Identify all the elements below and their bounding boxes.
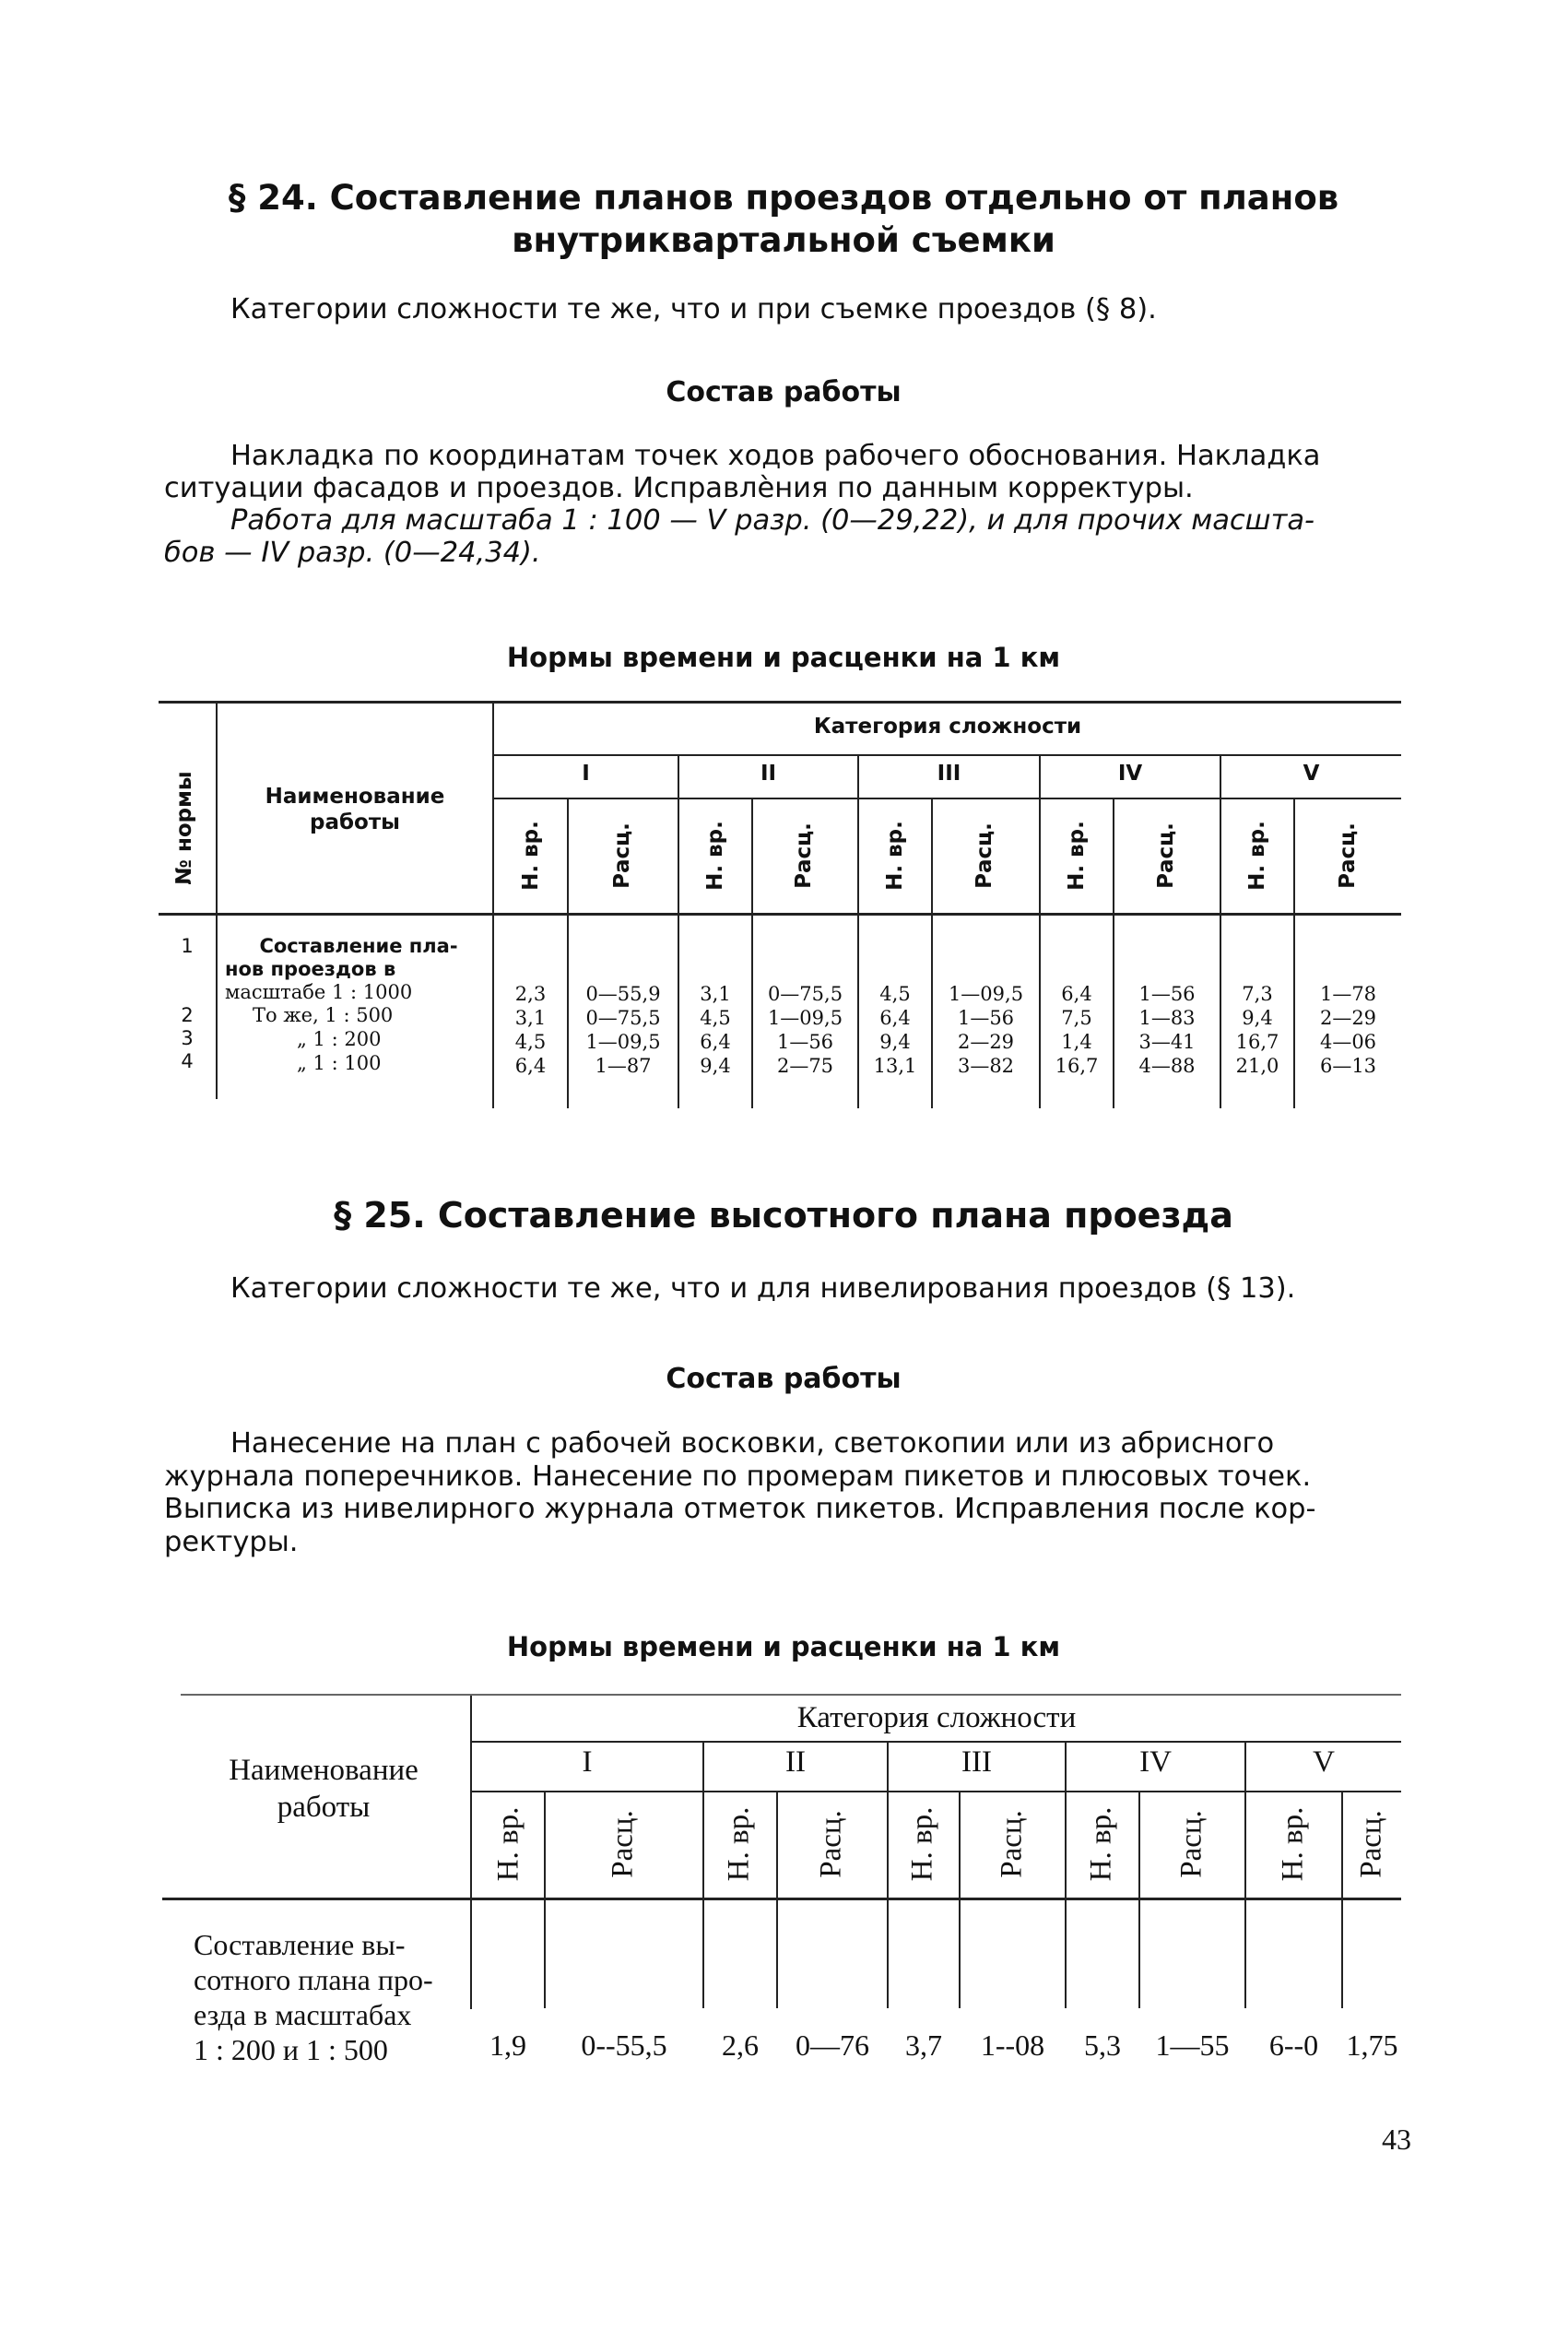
category-label: II: [760, 762, 777, 786]
table-1-cell: 2—29: [957, 1031, 1015, 1053]
table-2-cell: 0—76: [796, 2028, 869, 2062]
table-1-cell: 3,1: [514, 1007, 547, 1029]
category-label: V: [1313, 1745, 1335, 1779]
category-label: I: [582, 762, 590, 786]
section-24-heading-line1: § 24. Составление планов проездов отдельно от планов: [228, 178, 1339, 218]
subheader-nvr: Н. вр.: [905, 1806, 939, 1882]
table-1-cell: 2—29: [1319, 1007, 1377, 1029]
category-label: V: [1303, 762, 1320, 786]
table-1-cell: 4,5: [879, 983, 911, 1005]
category-label: IV: [1117, 762, 1143, 786]
table-1-cell: 9,4: [700, 1055, 731, 1077]
table-1-cell: 6—13: [1319, 1055, 1377, 1077]
work-line: Нанесение на план с рабочей восковки, светокопии или из абрисного: [230, 1427, 1275, 1460]
section-24-categories-note: Категории сложности те же, что и при съемке проездов (§ 8).: [230, 293, 1157, 325]
work-line: Накладка по координатам точек ходов рабочего обоснования. Накладка: [230, 440, 1321, 472]
subheader-rasc: Расц.: [1174, 1810, 1208, 1878]
subheader-nvr: Н. вр.: [1276, 1806, 1310, 1882]
table-1-cell: 9,4: [879, 1031, 911, 1053]
table-1-cell: 6,4: [514, 1055, 547, 1077]
section-24-work-title: Состав работы: [666, 376, 902, 408]
table-2-cell: 1,9: [489, 2028, 526, 2062]
table-1-cell: 1—87: [595, 1055, 652, 1077]
work-line: Выписка из нивелирного журнала отметок пикетов. Исправления после кор-: [164, 1493, 1316, 1525]
work-line: бов — IV разр. (0—24,34).: [164, 537, 541, 569]
subheader-rasc: Расц.: [973, 822, 996, 889]
subheader-rasc: Расц.: [1354, 1810, 1388, 1878]
row-name-2: То же, 1 : 500: [253, 1004, 394, 1026]
subheader-nvr: Н. вр.: [1084, 1806, 1118, 1882]
section-25-table-title: Нормы времени и расценки на 1 км: [506, 1631, 1061, 1662]
category-label: IV: [1139, 1745, 1172, 1779]
table-2-cell: 1,75: [1346, 2028, 1398, 2062]
table-1-cell: 4,5: [514, 1031, 547, 1053]
column-header-name: Наименование работы: [265, 785, 445, 834]
table-1-cell: 1—83: [1138, 1007, 1196, 1029]
table-2-column-header-name: Наименование работы: [229, 1754, 419, 1824]
table-1-cell: 6,4: [879, 1007, 911, 1029]
section-25-heading: § 25. Составление высотного плана проезда: [334, 1195, 1233, 1236]
table-1-cell: 6,4: [700, 1031, 731, 1053]
table-2-cell: 2,6: [722, 2028, 759, 2062]
subheader-nvr: Н. вр.: [519, 821, 543, 891]
category-label: II: [785, 1745, 806, 1779]
subheader-rasc: Расц.: [995, 1810, 1029, 1878]
table-2-category-header: Категория сложности: [796, 1701, 1077, 1734]
table-1-cell: 6,4: [1061, 983, 1092, 1005]
table-1-cell: 1—56: [957, 1007, 1015, 1029]
table-1-cell: 0—55,9: [585, 983, 661, 1005]
table-1-cell: 1—56: [1138, 983, 1196, 1005]
table-1-cell: 9,4: [1242, 1007, 1273, 1029]
table-1-cell: 3—41: [1138, 1031, 1196, 1053]
table-1-cell: 4—88: [1138, 1055, 1196, 1077]
subheader-nvr: Н. вр.: [1065, 821, 1089, 891]
table-1-cell: 21,0: [1235, 1055, 1279, 1077]
table-1-cell: 4—06: [1319, 1031, 1377, 1053]
subheader-rasc: Расц.: [814, 1810, 848, 1878]
table-1-cell: 1—78: [1319, 983, 1377, 1005]
table-2-cell: 3,7: [905, 2028, 942, 2062]
section-24-table-title: Нормы времени и расценки на 1 км: [506, 642, 1061, 673]
column-header-number: № нормы: [172, 771, 196, 885]
work-line: журнала поперечников. Нанесение по промерам пикетов и плюсовых точек.: [164, 1460, 1312, 1493]
table-1-cell: 3—82: [957, 1055, 1015, 1077]
table-1-cell: 7,3: [1242, 983, 1273, 1005]
table-1-cell: 1,4: [1061, 1031, 1092, 1053]
work-line: Работа для масштаба 1 : 100 — V разр. (0—29,22), и для прочих масшта-: [230, 504, 1315, 537]
table-1-cell: 1—09,5: [948, 983, 1024, 1005]
row-name-3: „ 1 : 200: [297, 1028, 382, 1050]
category-label: III: [961, 1745, 992, 1779]
table-1-cell: 2,3: [514, 983, 547, 1005]
table-1-cell: 2—75: [776, 1055, 834, 1077]
subheader-rasc: Расц.: [606, 1810, 640, 1878]
subheader-nvr: Н. вр.: [883, 821, 907, 891]
category-label: III: [937, 762, 961, 786]
table-1-cell: 3,1: [700, 983, 731, 1005]
subheader-nvr: Н. вр.: [703, 821, 727, 891]
table-2-cell: 5,3: [1084, 2028, 1121, 2062]
section-24-heading-line2: внутриквартальной съемки: [512, 220, 1055, 260]
subheader-rasc: Расц.: [1336, 822, 1360, 889]
row-name-4: „ 1 : 100: [297, 1052, 382, 1074]
subheader-rasc: Расц.: [610, 822, 634, 889]
table-2-cell: 6--0: [1268, 2028, 1319, 2062]
table-2-cell: 0--55,5: [581, 2028, 667, 2062]
subheader-nvr: Н. вр.: [1245, 821, 1269, 891]
table-1-cell: 16,7: [1055, 1055, 1099, 1077]
table-1-cell: 0—75,5: [767, 983, 843, 1005]
table-1-cell: 1—09,5: [767, 1007, 843, 1029]
table-1-cell: 16,7: [1235, 1031, 1279, 1053]
subheader-rasc: Расц.: [792, 822, 816, 889]
table-2-row-name: Составление вы- сотного плана про- езда в масштабах 1 : 200 и 1 : 500: [194, 1928, 433, 2066]
table-1-cell: 0—75,5: [585, 1007, 661, 1029]
table-1-cell: 7,5: [1061, 1007, 1092, 1029]
row-number: 1 2 3 4: [181, 935, 194, 1072]
work-line: ситуации фасадов и проездов. Исправлѐния по данным корректуры.: [164, 472, 1194, 504]
table-1-cell: 4,5: [700, 1007, 731, 1029]
work-line: ректуры.: [164, 1525, 299, 1558]
row-name-1: Составление пла- нов проездов в масштабе 1 : 1000: [225, 935, 458, 1003]
subheader-rasc: Расц.: [1154, 822, 1178, 889]
section-25-categories-note: Категории сложности те же, что и для нивелирования проездов (§ 13).: [230, 1272, 1296, 1305]
table-1-cell: 1—56: [776, 1031, 834, 1053]
section-25-work-title: Состав работы: [666, 1363, 902, 1395]
page-number: 43: [1382, 2123, 1411, 2156]
subheader-nvr: Н. вр.: [722, 1806, 756, 1882]
category-label: I: [582, 1745, 593, 1779]
table-1-cell: 1—09,5: [585, 1031, 661, 1053]
table-2-cell: 1—55: [1155, 2028, 1230, 2062]
category-header: Категория сложности: [813, 715, 1082, 739]
table-2-cell: 1--08: [980, 2028, 1045, 2062]
subheader-nvr: Н. вр.: [491, 1806, 525, 1882]
table-1-cell: 13,1: [873, 1055, 917, 1077]
